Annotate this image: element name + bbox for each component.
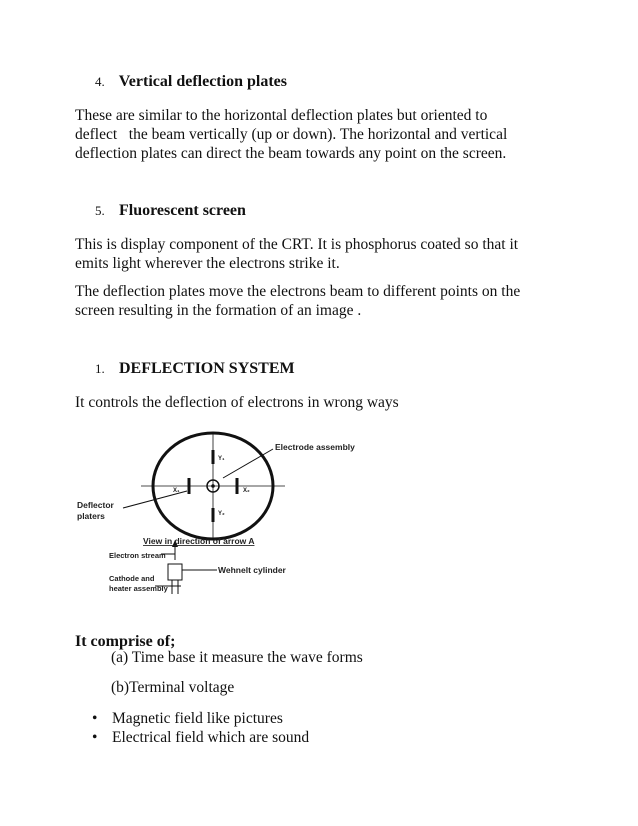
section-4-heading: [95, 73, 287, 91]
list-item: • Magnetic field like pictures: [92, 710, 283, 727]
section-number: 5.: [95, 203, 105, 218]
electrode-pointer: [223, 449, 273, 478]
electrode-assembly-label: Electrode assembly: [275, 442, 355, 452]
list-item: • Electrical field which are sound: [92, 729, 310, 746]
bullet-icon: •: [92, 710, 98, 727]
paragraph-line: screen resulting in the formation of an image .: [75, 302, 362, 319]
fluorescent-paragraph-2: [75, 282, 615, 320]
comprise-item-b: (b)Terminal voltage: [111, 679, 235, 696]
crt-deflection-diagram: [75, 428, 395, 604]
deflector-label-line1: Deflector: [77, 500, 114, 510]
deflection-system-text: It controls the deflection of electrons in wrong ways: [75, 394, 399, 411]
cathode-label-line1: Cathode and: [109, 574, 155, 583]
bullet-list: [92, 709, 309, 747]
wehnelt-cylinder-shape: [168, 564, 182, 580]
section-title: DEFLECTION SYSTEM: [119, 360, 295, 377]
paragraph-line: The deflection plates move the electrons beam to different points on the: [75, 283, 521, 300]
comprise-item-a: (a) Time base it measure the wave forms: [111, 649, 363, 666]
paragraph-line: This is display component of the CRT. It is phosphorus coated so that it: [75, 236, 519, 253]
section-number: 4.: [95, 74, 105, 89]
x1-label: X₁: [173, 488, 180, 494]
bullet-icon: •: [92, 729, 98, 746]
deflection-system-heading: [95, 360, 295, 378]
y1-label: Y₁: [218, 456, 225, 462]
view-direction-label: View in direction of arrow A: [143, 536, 255, 546]
fluorescent-paragraph-1: [75, 235, 615, 273]
section-title: Vertical deflection plates: [118, 73, 287, 90]
x2-label: X₂: [243, 488, 250, 494]
wehnelt-label: Wehnelt cylinder: [218, 565, 286, 575]
section-title: Fluorescent screen: [119, 202, 246, 219]
comprise-heading: It comprise of;: [75, 633, 176, 650]
paragraph-line: deflect the beam vertically (up or down). The horizontal and vertical: [75, 126, 508, 143]
paragraph-line: emits light wherever the electrons strike it.: [75, 255, 340, 272]
section-5-heading: [95, 202, 246, 220]
y2-label: Y₂: [218, 511, 225, 517]
electron-stream-label: Electron stream: [109, 551, 166, 560]
cathode-label-line2: heater assembly: [109, 584, 168, 593]
paragraph-line: These are similar to the horizontal deflection plates but oriented to: [75, 107, 488, 124]
vertical-paragraph: [75, 106, 615, 163]
section-number: 1.: [95, 361, 105, 376]
paragraph-line: deflection plates can direct the beam towards any point on the screen.: [75, 145, 507, 162]
deflector-label-line2: platers: [77, 511, 105, 521]
